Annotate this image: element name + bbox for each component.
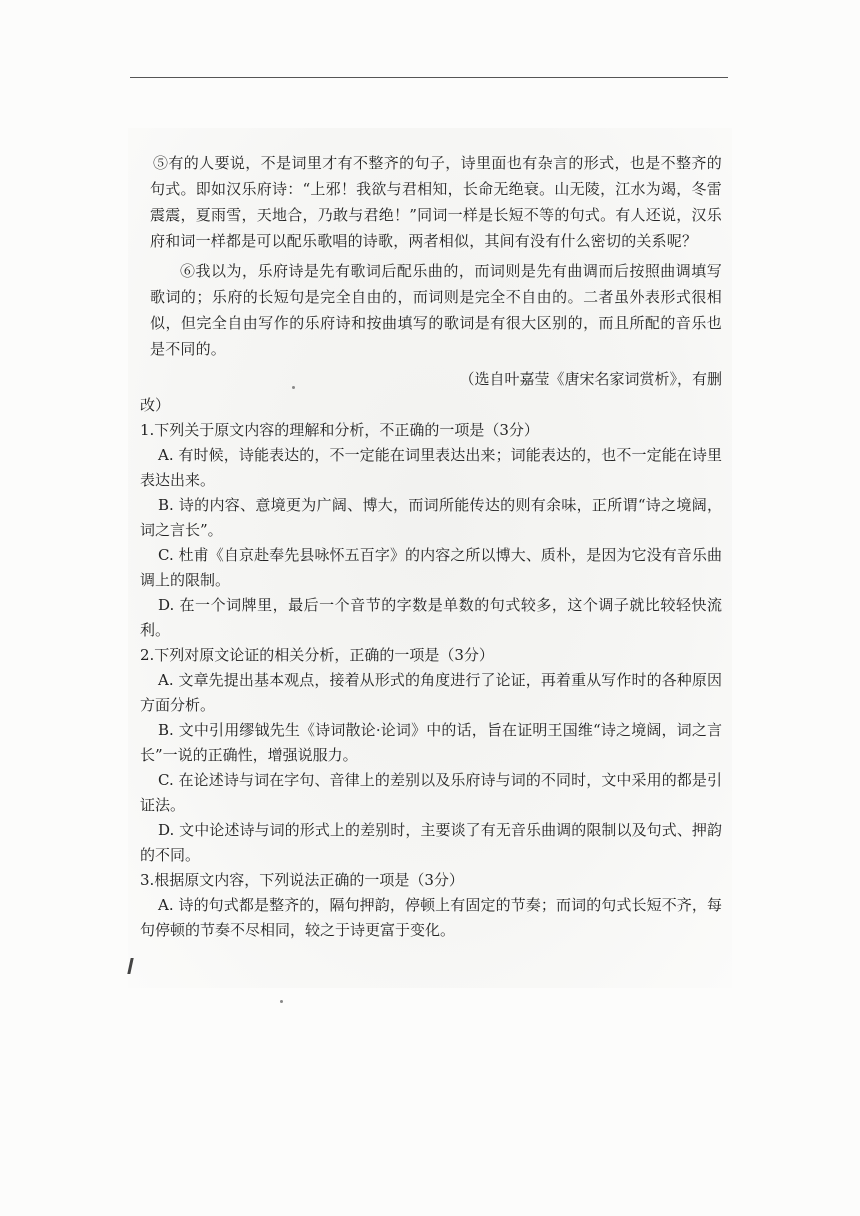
scan-speck	[292, 386, 295, 389]
question-3	[140, 868, 722, 943]
header-rule	[130, 77, 728, 78]
source-citation-tail: 改）	[140, 396, 171, 414]
paragraph-5: ⑤有的人要说，不是词里才有不整齐的句子，诗里面也有杂言的形式，也是不整齐的句式。即如汉乐府诗：“上邪！我欲与君相知，长命无绝衰。山无陵，江水为竭，冬雷震震，夏雨雪，天地合，乃敢与君绝！”同词一样是长短不等的句式。有人还说，汉乐府和词一样都是可以配乐歌唱的诗歌，两者相似，其间有没有什么密切的关系呢？	[150, 154, 722, 250]
option-d: D. 在一个词牌里，最后一个音节的字数是单数的句式较多，这个调子就比较轻快流利。	[140, 596, 722, 639]
option-c: C. 杜甫《自京赴奉先县咏怀五百字》的内容之所以博大、质朴，是因为它没有音乐曲调上的限制。	[140, 546, 722, 589]
option-a: A. 文章先提出基本观点，接着从形式的角度进行了论证，再着重从写作时的各种原因方面分析。	[140, 671, 722, 714]
option-b: B. 文中引用缪钺先生《诗词散论·论词》中的话，旨在证明王国维“诗之境阔，词之言长”一说的正确性，增强说服力。	[140, 721, 722, 764]
question-stem: 3.根据原文内容，下列说法正确的一项是（3分）	[140, 871, 464, 889]
question-stem: 2.下列对原文论证的相关分析，正确的一项是（3分）	[140, 646, 494, 664]
paragraph-6: ⑥我以为，乐府诗是先有歌词后配乐曲的，而词则是先有曲调而后按照曲调填写歌词的；乐府的长短句是完全自由的，而词则是完全不自由的。二者虽外表形式很相似，但完全自由写作的乐府诗和按曲填写的歌词是有很大区别的，而且所配的音乐也是不同的。	[150, 262, 722, 358]
option-b: B. 诗的内容、意境更为广阔、博大，而词所能传达的则有余味，正所谓“诗之境阔，词之言长”。	[140, 496, 722, 539]
question-2	[140, 643, 722, 868]
source-citation: （选自叶嘉莹《唐宋名家词赏析》，有删	[459, 370, 722, 388]
option-a: A. 诗的句式都是整齐的，隔句押韵，停顿上有固定的节奏；而词的句式长短不齐，每句停顿的节奏不尽相同，较之于诗更富于变化。	[140, 896, 722, 939]
scan-speck	[280, 1000, 283, 1003]
option-a: A. 有时候，诗能表达的，不一定能在词里表达出来；词能表达的，也不一定能在诗里表达出来。	[140, 446, 722, 489]
question-stem: 1.下列关于原文内容的理解和分析，不正确的一项是（3分）	[140, 421, 539, 439]
question-1	[140, 418, 722, 643]
document-body	[140, 150, 722, 943]
option-c: C. 在论述诗与词在字句、音律上的差别以及乐府诗与词的不同时，文中采用的都是引证法。	[140, 771, 722, 814]
option-d: D. 文中论述诗与词的形式上的差别时，主要谈了有无音乐曲调的限制以及句式、押韵的不同。	[140, 821, 722, 864]
